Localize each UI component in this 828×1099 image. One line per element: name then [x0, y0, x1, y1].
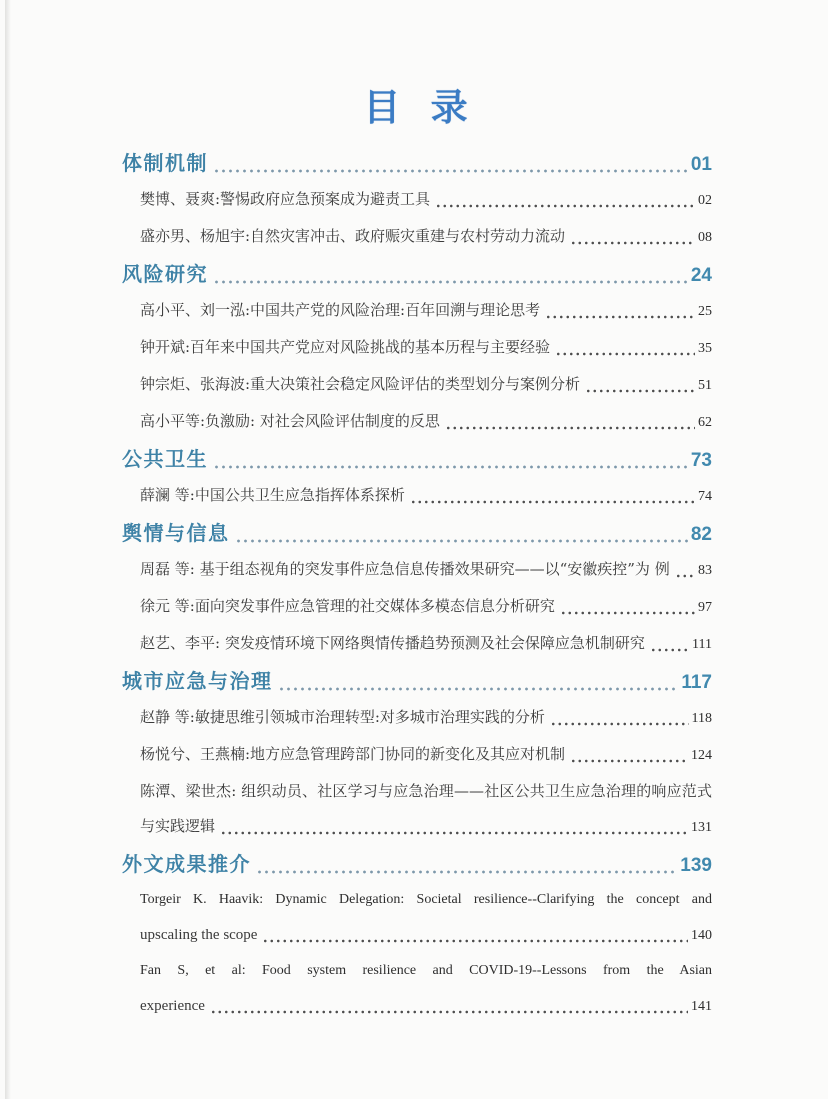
entry-page-number: 02 — [698, 193, 712, 208]
dot-leader — [220, 823, 688, 838]
entry-page-number: 35 — [698, 341, 712, 356]
toc-entry — [122, 485, 712, 507]
section-header-waiwen-chengguo — [122, 853, 712, 878]
section-label: 风险研究 — [122, 264, 208, 286]
dot-leader — [570, 233, 695, 248]
toc-entry — [122, 337, 712, 359]
dot-leader — [213, 270, 688, 287]
toc-entry — [122, 707, 712, 729]
dot-leader — [262, 931, 688, 946]
dot-leader — [555, 344, 695, 359]
toc-entry — [122, 781, 712, 838]
entry-text: 盛亦男、杨旭宇:自然灾害冲击、政府赈灾重建与农村劳动力流动 — [140, 227, 566, 245]
dot-leader — [650, 640, 689, 655]
dot-leader — [210, 1002, 688, 1017]
entry-page-number: 51 — [698, 378, 712, 393]
entry-page-number: 08 — [698, 230, 712, 245]
dot-leader — [675, 566, 695, 581]
dot-leader — [410, 492, 695, 507]
entry-page-number: 83 — [698, 563, 712, 578]
section-label: 体制机制 — [122, 153, 208, 175]
section-page-number: 73 — [690, 450, 712, 471]
section-header-gonggong-weisheng — [122, 448, 712, 473]
entry-line2 — [140, 925, 712, 946]
toc-entry — [122, 744, 712, 766]
section-label: 城市应急与治理 — [122, 671, 273, 693]
dot-leader — [278, 677, 679, 694]
section-header-fengxian-yanjiu — [122, 263, 712, 288]
entry-text: 钟开斌:百年来中国共产党应对风险挑战的基本历程与主要经验 — [140, 338, 551, 356]
scan-page-edge — [5, 0, 11, 1099]
dot-leader — [445, 418, 695, 433]
entry-text: 周磊 等: 基于组态视角的突发事件应急信息传播效果研究——以“安徽疾控”为 例 — [140, 560, 670, 578]
entry-page-number: 131 — [691, 820, 712, 835]
entry-page-number: 118 — [691, 711, 712, 726]
section-header-chengshi-yingji — [122, 670, 712, 695]
entry-text-line1: Torgeir K. Haavik: Dynamic Delegation: Societal resilience--Clarifying the concept and — [140, 892, 712, 907]
section-header-yuqing-yu-xinxi — [122, 522, 712, 547]
toc-entry — [122, 559, 712, 581]
entry-text: 杨悦兮、王燕楠:地方应急管理跨部门协同的新变化及其应对机制 — [140, 745, 566, 763]
dot-leader — [570, 751, 688, 766]
dot-leader — [235, 529, 688, 546]
entry-text: 赵艺、李平: 突发疫情环境下网络舆情传播趋势预测及社会保障应急机制研究 — [140, 634, 645, 652]
entry-page-number: 124 — [691, 748, 712, 763]
entry-page-number: 140 — [691, 928, 712, 943]
dot-leader — [585, 381, 695, 396]
toc-entry — [122, 226, 712, 248]
entry-page-number: 111 — [692, 637, 712, 652]
dot-leader — [213, 455, 688, 472]
toc-entry — [122, 596, 712, 618]
section-page-number: 01 — [690, 154, 712, 175]
section-page-number: 82 — [690, 524, 712, 545]
toc-entry — [122, 300, 712, 322]
toc-entry — [122, 374, 712, 396]
entry-page-number: 25 — [698, 304, 712, 319]
section-page-number: 139 — [680, 855, 712, 876]
dot-leader — [550, 714, 689, 729]
entry-page-number: 74 — [698, 489, 712, 504]
toc-entry — [122, 961, 712, 1017]
dot-leader — [545, 307, 695, 322]
entry-line2 — [140, 816, 712, 838]
dot-leader — [560, 603, 695, 618]
dot-leader — [256, 860, 677, 877]
section-label: 公共卫生 — [122, 449, 208, 471]
table-of-contents — [122, 86, 712, 1032]
entry-text-line1: Fan S, et al: Food system resilience and COVID-19--Lessons from the Asian — [140, 963, 712, 978]
entry-page-number: 97 — [698, 600, 712, 615]
dot-leader — [213, 159, 688, 176]
section-label: 舆情与信息 — [122, 523, 230, 545]
toc-entry — [122, 189, 712, 211]
toc-entry — [122, 411, 712, 433]
section-header-tizhi-jizhi — [122, 152, 712, 177]
section-page-number: 24 — [690, 265, 712, 286]
entry-text-line1: 陈潭、梁世杰: 组织动员、社区学习与应急治理——社区公共卫生应急治理的响应范式 — [140, 782, 712, 800]
entry-line2 — [140, 996, 712, 1017]
toc-entry — [122, 633, 712, 655]
toc-entry — [122, 890, 712, 946]
entry-text: 徐元 等:面向突发事件应急管理的社交媒体多模态信息分析研究 — [140, 597, 555, 615]
page-title: 目 录 — [363, 87, 471, 128]
entry-text: 樊博、聂爽:警惕政府应急预案成为避责工具 — [140, 190, 431, 208]
entry-text: 高小平、刘一泓:中国共产党的风险治理:百年回溯与理论思考 — [140, 301, 541, 319]
section-page-number: 117 — [681, 672, 712, 693]
entry-text: 高小平等:负激励: 对社会风险评估制度的反思 — [140, 412, 440, 430]
entry-text: 薛澜 等:中国公共卫生应急指挥体系探析 — [140, 486, 405, 504]
entry-text-line2: upscaling the scope — [140, 927, 258, 943]
entry-text: 钟宗炬、张海波:重大决策社会稳定风险评估的类型划分与案例分析 — [140, 375, 581, 393]
dot-leader — [435, 196, 695, 211]
entry-text: 赵静 等:敏捷思维引领城市治理转型:对多城市治理实践的分析 — [140, 708, 545, 726]
entry-page-number: 62 — [698, 415, 712, 430]
section-label: 外文成果推介 — [122, 854, 251, 876]
entry-text-line2: experience — [140, 998, 205, 1014]
entry-text-line2: 与实践逻辑 — [140, 817, 216, 835]
entry-page-number: 141 — [691, 999, 712, 1014]
